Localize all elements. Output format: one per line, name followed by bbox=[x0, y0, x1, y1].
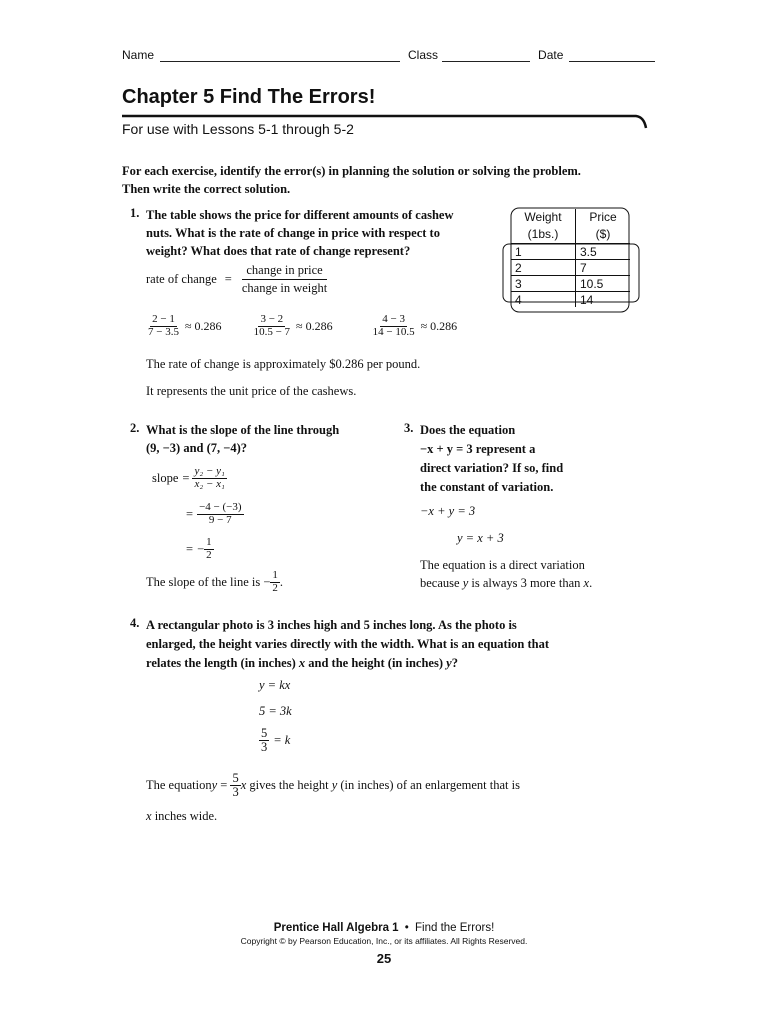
ex4-question-line2: enlarged, the height varies directly with the width. What is an equation that bbox=[146, 637, 550, 651]
ex2-answer-suffix: . bbox=[279, 574, 284, 589]
ex2-slope-formula bbox=[152, 466, 227, 490]
rate-fraction bbox=[240, 264, 329, 295]
ex4-answer-line2: x inches wide. bbox=[146, 809, 218, 823]
minus-sign: − bbox=[197, 541, 205, 556]
footer-title bbox=[0, 922, 768, 934]
step3-num: 1 bbox=[206, 536, 212, 548]
f1-den: 7 − 3.5 bbox=[148, 325, 179, 338]
ex1-question-line1: The table shows the price for different amounts of cashew bbox=[146, 208, 454, 222]
ex1-fraction-3 bbox=[371, 314, 458, 338]
table-row bbox=[511, 244, 630, 260]
footer-book: Prentice Hall Algebra 1 bbox=[273, 922, 399, 934]
cell-weight: 3 bbox=[511, 276, 576, 292]
f2-num: 3 − 2 bbox=[260, 313, 284, 325]
table-header-row-2 bbox=[511, 226, 630, 244]
cell-weight: 1 bbox=[511, 244, 576, 260]
ex1-question bbox=[146, 206, 454, 260]
equals-sign: = bbox=[224, 272, 232, 287]
cell-price: 7 bbox=[576, 260, 631, 276]
ex2-answer-prefix: The slope of the line is − bbox=[146, 574, 271, 589]
ex3-question bbox=[420, 421, 563, 497]
rate-denominator: change in weight bbox=[241, 281, 328, 296]
th-price: Price bbox=[589, 210, 617, 224]
equals-sign: = bbox=[182, 470, 190, 485]
page-title: Chapter 5 Find The Errors! bbox=[122, 86, 376, 108]
ex4-question bbox=[146, 616, 549, 673]
rate-numerator: change in price bbox=[242, 264, 326, 280]
cell-weight: 2 bbox=[511, 260, 576, 276]
ex3-answer-line2: because y is always 3 more than x. bbox=[420, 576, 593, 590]
ex4-question-line3: relates the length (in inches) x and the height (in inches) y? bbox=[146, 656, 458, 670]
step2-num: −4 − (−3) bbox=[199, 501, 242, 513]
f1-result: ≈ 0.286 bbox=[184, 318, 222, 333]
step3-den: 2 bbox=[206, 548, 212, 561]
ex4-answer: The equation y = $\frac{5}{3}$ x gives the height y (in inches) of an enlargement that is bbox=[146, 771, 520, 800]
th-weight: Weight bbox=[511, 209, 576, 226]
ex2-step-3 bbox=[186, 537, 214, 561]
cell-price: 14 bbox=[580, 292, 594, 307]
ex2-question bbox=[146, 421, 339, 457]
class-blank[interactable] bbox=[442, 49, 530, 62]
page-number: 25 bbox=[376, 951, 392, 966]
page-subtitle: For use with Lessons 5-1 through 5-2 bbox=[122, 121, 354, 137]
footer-bullet: • bbox=[404, 922, 409, 934]
slope-den: x₂ − x₁ bbox=[194, 477, 225, 490]
ex1-question-line2: nuts. What is the rate of change in price with respect to bbox=[146, 226, 440, 240]
cell-price: 10.5 bbox=[576, 276, 631, 292]
f1-num: 2 − 1 bbox=[152, 313, 175, 325]
rate-label: rate of change bbox=[146, 272, 217, 287]
f3-num: 4 − 3 bbox=[382, 313, 405, 325]
ex3-question-line3: direct variation? If so, find bbox=[420, 461, 564, 475]
ex1-answer-2: It represents the unit price of the cashews. bbox=[146, 384, 357, 398]
ex4-step-2: 5 = 3k bbox=[259, 704, 292, 718]
date-blank[interactable] bbox=[569, 49, 655, 62]
ex3-step-2: y = x + 3 bbox=[457, 531, 504, 545]
ex4-question-line1: A rectangular photo is 3 inches high and 5 inches long. As the photo is bbox=[146, 618, 517, 632]
table-row bbox=[511, 260, 630, 276]
equals-sign: = bbox=[186, 506, 194, 521]
f2-result: ≈ 0.286 bbox=[296, 318, 333, 333]
table-row bbox=[511, 292, 630, 308]
table-row bbox=[511, 276, 630, 292]
ex1-question-line3: weight? What does that rate of change represent? bbox=[146, 244, 411, 258]
ex3-answer bbox=[420, 556, 592, 592]
f2-den: 10.5 − 7 bbox=[253, 325, 291, 338]
f3-den: 14 − 10.5 bbox=[372, 325, 415, 338]
ex1-rate-formula bbox=[146, 264, 329, 295]
weight-price-table bbox=[502, 207, 640, 315]
ex3-question-line1: Does the equation bbox=[420, 423, 516, 437]
ex3-step-1: −x + y = 3 bbox=[420, 504, 476, 518]
instructions: For each exercise, identify the error(s) in planning the solution or solving the problem. Then write the correct solution. bbox=[122, 164, 581, 196]
cell-weight: 4 bbox=[511, 292, 576, 308]
ex2-answer-num: 1 bbox=[272, 569, 278, 581]
ex2-answer-den: 2 bbox=[272, 581, 278, 594]
th-weight-unit: (1bs.) bbox=[511, 226, 576, 244]
class-label: Class bbox=[408, 48, 439, 62]
ex1-fraction-2 bbox=[252, 314, 333, 338]
ex1-number: 1. bbox=[130, 206, 140, 220]
ex2-answer bbox=[146, 570, 283, 594]
ex2-question-line2: (9, −3) and (7, −4)? bbox=[146, 441, 248, 455]
ex4-step-1: y = kx bbox=[259, 678, 291, 692]
footer-copyright: Copyright © by Pearson Education, Inc., or its affiliates. All Rights Reserved. bbox=[240, 936, 528, 946]
table-header-row bbox=[511, 209, 630, 226]
step2-den: 9 − 7 bbox=[208, 513, 232, 526]
equals-sign: = bbox=[186, 541, 194, 556]
slope-num: y₂ − y₁ bbox=[194, 465, 225, 477]
header-fields bbox=[122, 48, 655, 62]
f3-result: ≈ 0.286 bbox=[420, 318, 458, 333]
footer-section: Find the Errors! bbox=[415, 922, 495, 934]
ex1-fractions bbox=[146, 314, 457, 338]
ex3-number: 3. bbox=[404, 421, 414, 435]
ex4-step3-num: 5 bbox=[261, 726, 268, 740]
ex3-question-line2: −x + y = 3 represent a bbox=[420, 442, 536, 456]
ex4-step-3 bbox=[259, 727, 290, 754]
ex4-answer-den: 3 bbox=[232, 785, 239, 800]
ex2-number: 2. bbox=[130, 421, 140, 435]
name-label: Name bbox=[122, 48, 155, 62]
cell-price: 3.5 bbox=[576, 244, 631, 260]
ex1-answer-1: The rate of change is approximately $0.286 per pound. bbox=[146, 357, 421, 371]
date-label: Date bbox=[538, 48, 564, 62]
ex2-step-2 bbox=[186, 502, 244, 526]
slope-fraction bbox=[192, 466, 226, 490]
name-blank[interactable] bbox=[160, 49, 400, 62]
ex3-answer-line1: The equation is a direct variation bbox=[420, 558, 585, 572]
table-grid bbox=[511, 209, 630, 307]
ex4-answer-num: 5 bbox=[232, 771, 239, 785]
ex4-step3-rest: = k bbox=[273, 733, 291, 748]
th-price-unit: ($) bbox=[576, 226, 631, 244]
ex4-step3-den: 3 bbox=[261, 740, 268, 755]
ex2-question-line1: What is the slope of the line through bbox=[146, 423, 340, 437]
slope-label: slope bbox=[152, 470, 179, 485]
footer bbox=[0, 922, 768, 966]
ex3-question-line4: the constant of variation. bbox=[420, 480, 554, 494]
ex4-number: 4. bbox=[130, 616, 140, 630]
ex1-fraction-1 bbox=[146, 314, 222, 338]
